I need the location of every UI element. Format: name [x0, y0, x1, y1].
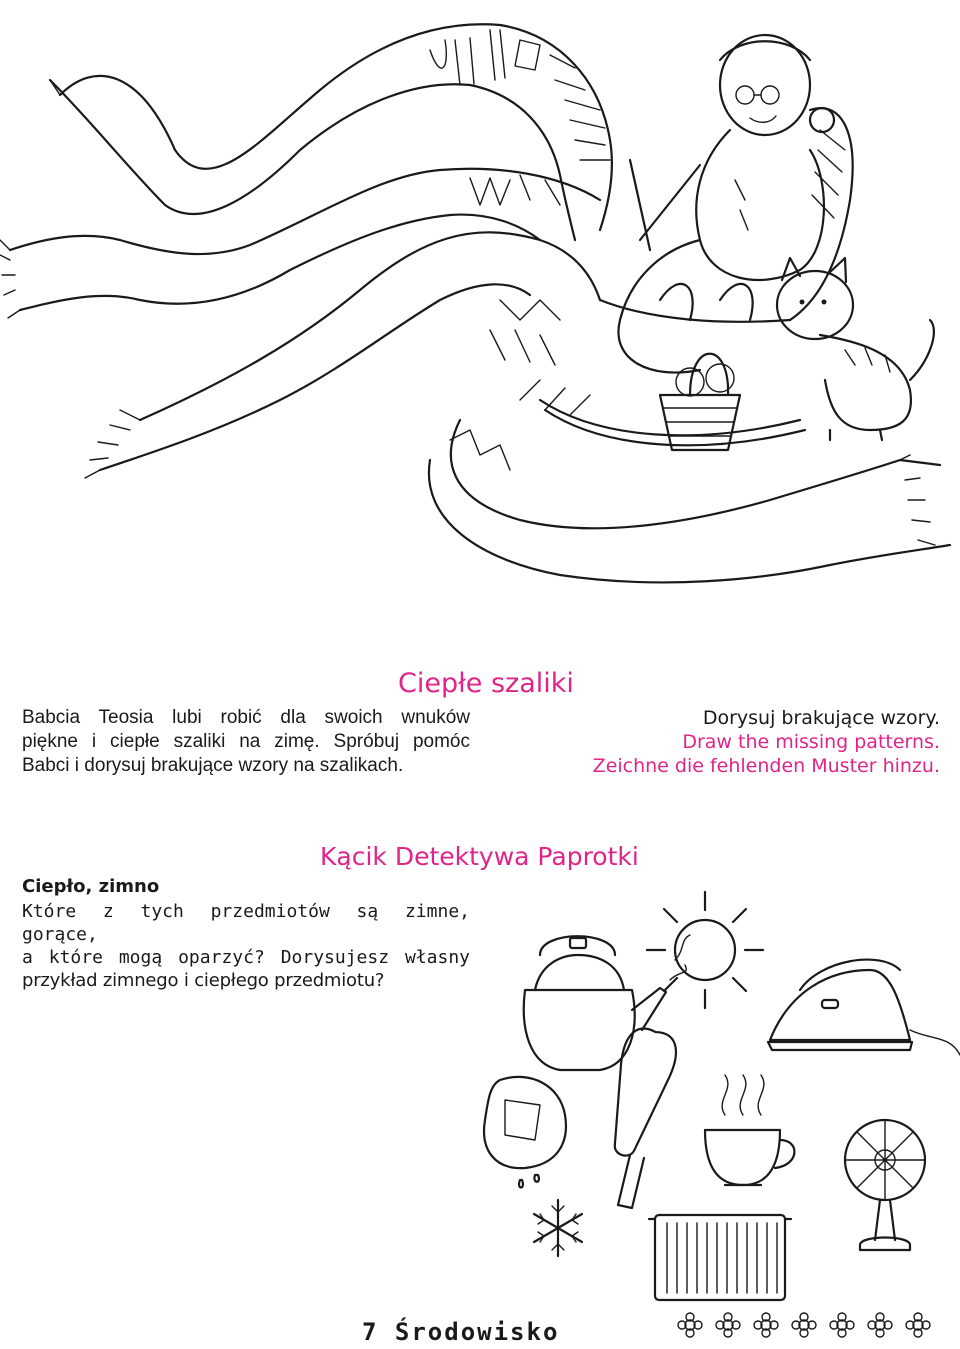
section1-title: Ciepłe szaliki — [398, 668, 574, 699]
scarf-2 — [0, 169, 600, 318]
section1-paragraph-line: piękne i ciepłe szaliki na zimę. Spróbuj pomóc — [22, 731, 470, 752]
flower-icon — [678, 1313, 930, 1337]
kettle-icon — [524, 935, 690, 1070]
cat — [777, 258, 934, 440]
scarves-illustration — [0, 0, 960, 660]
instruction-pl: Dorysuj brakujące wzory. — [702, 707, 940, 729]
section1-paragraph-line: Babci i dorysuj brakujące wzory na szalikach. — [22, 755, 404, 776]
iron-icon — [768, 960, 960, 1055]
section1-paragraph-line: Babcia Teosia lubi robić dla swoich wnuków — [22, 707, 470, 728]
ice-cube-icon — [484, 1077, 566, 1188]
fan-icon — [845, 1120, 925, 1250]
teacup-icon — [705, 1075, 794, 1185]
section2-paragraph-line: a które mogą oparzyć? Dorysujesz własny — [22, 947, 470, 968]
section2-paragraph-line: Które z tych przedmiotów są zimne, gorące, — [22, 901, 470, 945]
snowflake-icon — [534, 1200, 582, 1256]
radiator-icon — [649, 1215, 791, 1300]
section2-paragraph-line: przykład zimnego i ciepłego przedmiotu? — [22, 970, 385, 991]
instructions — [560, 706, 940, 778]
instruction-de: Zeichne die fehlenden Muster hinzu. — [592, 755, 940, 777]
section1-paragraph — [22, 706, 470, 778]
scarf-3 — [85, 232, 950, 582]
section2-title: Kącik Detektywa Paprotki — [320, 842, 639, 871]
section2-subtitle: Ciepło, zimno — [22, 876, 160, 897]
instruction-en: Draw the missing patterns. — [682, 731, 940, 753]
yarn-basket — [660, 354, 740, 450]
footer-label: 7 Środowisko — [362, 1318, 560, 1346]
section2-paragraph — [22, 900, 470, 992]
objects-illustration — [460, 870, 960, 1349]
popsicle-icon — [597, 1024, 681, 1208]
